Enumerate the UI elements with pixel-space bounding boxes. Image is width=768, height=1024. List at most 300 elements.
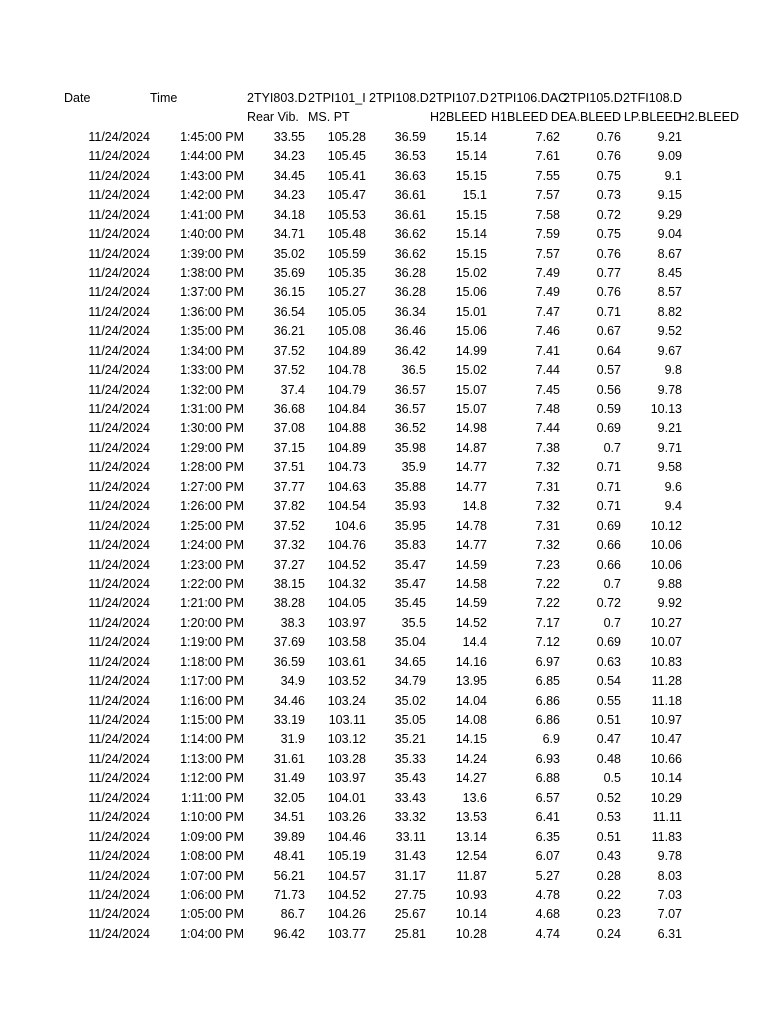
cell-lp-bleed: 0.77 — [596, 265, 621, 280]
cell-lp-bleed: 0.53 — [596, 810, 621, 825]
table-row — [62, 633, 762, 652]
cell-h2-bleed: 9.8 — [664, 363, 682, 378]
cell-h1bleed: 13.95 — [455, 674, 487, 689]
cell-h2bleed: 35.33 — [394, 751, 426, 766]
cell-ms-pt: 105.05 — [327, 304, 366, 319]
cell-dea-bleed: 7.32 — [535, 499, 560, 514]
cell-h2bleed: 31.43 — [394, 849, 426, 864]
cell-h1bleed: 10.93 — [455, 887, 487, 902]
table-row — [62, 361, 762, 380]
cell-lp-bleed: 0.75 — [596, 168, 621, 183]
cell-time: 1:12:00 PM — [180, 771, 244, 786]
cell-h1bleed: 15.06 — [455, 285, 487, 300]
cell-lp-bleed: 0.64 — [596, 343, 621, 358]
cell-h2bleed: 35.21 — [394, 732, 426, 747]
cell-dea-bleed: 7.12 — [535, 635, 560, 650]
cell-dea-bleed: 6.07 — [535, 849, 560, 864]
cell-time: 1:28:00 PM — [180, 460, 244, 475]
cell-time: 1:42:00 PM — [180, 188, 244, 203]
cell-date: 11/24/2024 — [88, 615, 150, 630]
table-row — [62, 808, 762, 827]
cell-lp-bleed: 0.66 — [596, 557, 621, 572]
spreadsheet — [62, 89, 762, 944]
table-row — [62, 342, 762, 361]
cell-date: 11/24/2024 — [88, 557, 150, 572]
cell-time: 1:37:00 PM — [180, 285, 244, 300]
header-2tpi107: 2TPI107.D — [429, 91, 489, 105]
table-row — [62, 400, 762, 419]
cell-time: 1:30:00 PM — [180, 421, 244, 436]
cell-dea-bleed: 7.22 — [535, 576, 560, 591]
cell-h2-bleed: 10.47 — [650, 732, 682, 747]
cell-ms-pt: 105.28 — [327, 129, 366, 144]
cell-h2bleed: 35.88 — [394, 479, 426, 494]
cell-time: 1:15:00 PM — [180, 713, 244, 727]
cell-h2bleed: 36.28 — [394, 285, 426, 300]
cell-lp-bleed: 0.48 — [596, 751, 621, 766]
cell-rear-vib: 31.49 — [273, 771, 305, 786]
cell-h1bleed: 15.07 — [455, 402, 487, 416]
cell-ms-pt: 105.41 — [327, 168, 366, 183]
cell-h2bleed: 36.63 — [394, 168, 426, 183]
cell-date: 11/24/2024 — [88, 518, 150, 533]
cell-lp-bleed: 0.69 — [596, 635, 621, 650]
cell-h1bleed: 14.8 — [462, 499, 487, 514]
cell-date: 11/24/2024 — [88, 576, 150, 591]
cell-rear-vib: 37.27 — [273, 557, 305, 572]
cell-h1bleed: 13.14 — [455, 829, 487, 844]
cell-date: 11/24/2024 — [88, 363, 150, 378]
cell-date: 11/24/2024 — [88, 304, 150, 319]
cell-lp-bleed: 0.76 — [596, 246, 621, 261]
cell-lp-bleed: 0.71 — [596, 479, 621, 494]
cell-rear-vib: 37.51 — [273, 460, 305, 475]
cell-ms-pt: 104.52 — [327, 887, 366, 902]
table-row — [62, 594, 762, 613]
cell-h1bleed: 12.54 — [455, 849, 487, 864]
cell-dea-bleed: 7.32 — [535, 538, 560, 553]
cell-rear-vib: 35.02 — [273, 246, 305, 261]
table-row — [62, 886, 762, 905]
cell-dea-bleed: 6.86 — [535, 713, 560, 727]
cell-h2-bleed: 8.45 — [657, 265, 682, 280]
header-time: Time — [150, 91, 178, 105]
cell-h2-bleed: 9.4 — [664, 499, 682, 514]
cell-dea-bleed: 6.88 — [535, 771, 560, 786]
cell-h1bleed: 14.59 — [455, 596, 487, 611]
cell-lp-bleed: 0.59 — [596, 402, 621, 416]
cell-h2bleed: 33.32 — [394, 810, 426, 825]
cell-ms-pt: 104.78 — [327, 363, 366, 378]
cell-date: 11/24/2024 — [88, 440, 150, 455]
cell-date: 11/24/2024 — [88, 421, 150, 436]
cell-ms-pt: 105.45 — [327, 149, 366, 164]
cell-date: 11/24/2024 — [88, 654, 150, 669]
cell-ms-pt: 103.52 — [327, 674, 366, 689]
cell-time: 1:36:00 PM — [180, 304, 244, 319]
cell-date: 11/24/2024 — [88, 810, 150, 825]
cell-dea-bleed: 6.57 — [535, 790, 560, 805]
cell-h1bleed: 14.08 — [455, 713, 487, 727]
subheader-ms-pt: MS. PT — [308, 110, 350, 125]
cell-date: 11/24/2024 — [88, 849, 150, 864]
cell-time: 1:35:00 PM — [180, 324, 244, 339]
cell-lp-bleed: 0.43 — [596, 849, 621, 864]
cell-h2-bleed: 10.66 — [650, 751, 682, 766]
cell-h2bleed: 35.45 — [394, 596, 426, 611]
cell-rear-vib: 34.71 — [273, 227, 305, 242]
table-row — [62, 225, 762, 244]
cell-dea-bleed: 4.78 — [535, 887, 560, 902]
cell-time: 1:11:00 PM — [180, 790, 244, 805]
cell-date: 11/24/2024 — [88, 324, 150, 339]
subheader-rear-vib: Rear Vib. — [247, 110, 299, 125]
cell-h2bleed: 35.5 — [401, 615, 426, 630]
cell-h1bleed: 14.59 — [455, 557, 487, 572]
cell-dea-bleed: 7.41 — [535, 343, 560, 358]
cell-h2bleed: 34.65 — [394, 654, 426, 669]
cell-time: 1:08:00 PM — [180, 849, 244, 864]
subheader-lp-bleed: LP.BLEED — [623, 110, 682, 125]
cell-dea-bleed: 7.49 — [535, 285, 560, 300]
cell-rear-vib: 34.45 — [273, 168, 305, 183]
cell-lp-bleed: 0.22 — [596, 887, 621, 902]
cell-h2-bleed: 9.71 — [657, 440, 682, 455]
cell-ms-pt: 105.53 — [327, 207, 366, 222]
cell-ms-pt: 104.79 — [327, 382, 366, 397]
table-row — [62, 536, 762, 555]
cell-time: 1:05:00 PM — [180, 907, 244, 922]
table-row — [62, 789, 762, 808]
cell-h1bleed: 14.99 — [455, 343, 487, 358]
cell-time: 1:31:00 PM — [180, 402, 244, 416]
cell-h2-bleed: 10.06 — [650, 538, 682, 553]
cell-ms-pt: 104.32 — [327, 576, 366, 591]
cell-h2bleed: 36.62 — [394, 246, 426, 261]
cell-ms-pt: 105.47 — [327, 188, 366, 203]
cell-h2bleed: 35.43 — [394, 771, 426, 786]
cell-dea-bleed: 7.62 — [535, 129, 560, 144]
subheader-dea-bleed: DEA.BLEED — [550, 110, 621, 125]
cell-time: 1:09:00 PM — [180, 829, 244, 844]
table-row — [62, 283, 762, 302]
cell-h2-bleed: 9.29 — [657, 207, 682, 222]
cell-date: 11/24/2024 — [88, 751, 150, 766]
cell-h2-bleed: 7.03 — [657, 887, 682, 902]
cell-h1bleed: 14.52 — [455, 615, 487, 630]
cell-h2bleed: 35.98 — [394, 440, 426, 455]
cell-date: 11/24/2024 — [88, 499, 150, 514]
subheader-h2-bleed: H2.BLEED — [678, 110, 739, 125]
cell-lp-bleed: 0.56 — [596, 382, 621, 397]
cell-h1bleed: 14.15 — [455, 732, 487, 747]
table-row — [62, 147, 762, 166]
cell-dea-bleed: 7.22 — [535, 596, 560, 611]
cell-h1bleed: 14.78 — [455, 518, 487, 533]
cell-h2bleed: 36.61 — [394, 188, 426, 203]
table-row — [62, 672, 762, 691]
cell-ms-pt: 104.6 — [334, 518, 366, 533]
cell-ms-pt: 103.58 — [327, 635, 366, 650]
cell-dea-bleed: 6.93 — [535, 751, 560, 766]
cell-h1bleed: 14.4 — [462, 635, 487, 650]
cell-h2-bleed: 10.14 — [650, 771, 682, 786]
cell-dea-bleed: 6.41 — [535, 810, 560, 825]
cell-h1bleed: 15.15 — [455, 168, 487, 183]
cell-ms-pt: 105.59 — [327, 246, 366, 261]
cell-dea-bleed: 7.31 — [535, 479, 560, 494]
cell-h2bleed: 36.5 — [401, 363, 426, 378]
cell-time: 1:40:00 PM — [180, 227, 244, 242]
subheader-h1bleed: H1BLEED — [491, 110, 548, 125]
cell-h2bleed: 35.95 — [394, 518, 426, 533]
header-2tfi108: 2TFI108.D — [623, 91, 683, 105]
table-row — [62, 322, 762, 341]
cell-h1bleed: 15.02 — [455, 363, 487, 378]
cell-h1bleed: 14.24 — [455, 751, 487, 766]
table-row — [62, 303, 762, 322]
table-row — [62, 730, 762, 749]
cell-date: 11/24/2024 — [88, 402, 150, 416]
cell-rear-vib: 48.41 — [273, 849, 305, 864]
cell-date: 11/24/2024 — [88, 907, 150, 922]
cell-rear-vib: 56.21 — [273, 868, 305, 883]
cell-time: 1:33:00 PM — [180, 363, 244, 378]
cell-lp-bleed: 0.55 — [596, 693, 621, 708]
cell-h2-bleed: 8.57 — [657, 285, 682, 300]
cell-dea-bleed: 7.23 — [535, 557, 560, 572]
cell-time: 1:39:00 PM — [180, 246, 244, 261]
cell-h2-bleed: 9.67 — [657, 343, 682, 358]
cell-time: 1:29:00 PM — [180, 440, 244, 455]
cell-h2bleed: 33.43 — [394, 790, 426, 805]
cell-ms-pt: 103.77 — [327, 926, 366, 941]
cell-rear-vib: 38.28 — [273, 596, 305, 611]
cell-rear-vib: 37.52 — [273, 518, 305, 533]
cell-rear-vib: 34.51 — [273, 810, 305, 825]
cell-date: 11/24/2024 — [88, 149, 150, 164]
cell-rear-vib: 39.89 — [273, 829, 305, 844]
cell-lp-bleed: 0.71 — [596, 499, 621, 514]
cell-lp-bleed: 0.47 — [596, 732, 621, 747]
cell-h1bleed: 15.15 — [455, 246, 487, 261]
cell-dea-bleed: 7.45 — [535, 382, 560, 397]
cell-time: 1:24:00 PM — [180, 538, 244, 553]
cell-lp-bleed: 0.76 — [596, 149, 621, 164]
cell-h2bleed: 36.59 — [394, 129, 426, 144]
cell-date: 11/24/2024 — [88, 732, 150, 747]
cell-time: 1:07:00 PM — [180, 868, 244, 883]
cell-dea-bleed: 7.48 — [535, 402, 560, 416]
cell-date: 11/24/2024 — [88, 343, 150, 358]
table-row — [62, 517, 762, 536]
cell-time: 1:14:00 PM — [180, 732, 244, 747]
cell-h2-bleed: 9.15 — [657, 188, 682, 203]
cell-date: 11/24/2024 — [88, 168, 150, 183]
cell-lp-bleed: 0.71 — [596, 304, 621, 319]
table-row — [62, 497, 762, 516]
cell-h2-bleed: 8.67 — [657, 246, 682, 261]
cell-h1bleed: 14.04 — [455, 693, 487, 708]
cell-h1bleed: 14.27 — [455, 771, 487, 786]
cell-lp-bleed: 0.66 — [596, 538, 621, 553]
cell-h2-bleed: 9.09 — [657, 149, 682, 164]
cell-h2-bleed: 9.58 — [657, 460, 682, 475]
cell-h2-bleed: 9.21 — [657, 421, 682, 436]
cell-h2-bleed: 10.07 — [650, 635, 682, 650]
table-row — [62, 167, 762, 186]
cell-time: 1:17:00 PM — [180, 674, 244, 689]
cell-h2bleed: 35.04 — [394, 635, 426, 650]
cell-date: 11/24/2024 — [88, 674, 150, 689]
table-row — [62, 264, 762, 283]
cell-dea-bleed: 6.9 — [542, 732, 560, 747]
cell-rear-vib: 35.69 — [273, 265, 305, 280]
cell-h1bleed: 13.53 — [455, 810, 487, 825]
cell-lp-bleed: 0.5 — [603, 771, 621, 786]
cell-dea-bleed: 4.74 — [535, 926, 560, 941]
cell-lp-bleed: 0.63 — [596, 654, 621, 669]
data-rows — [62, 128, 762, 944]
cell-ms-pt: 105.48 — [327, 227, 366, 242]
cell-rear-vib: 34.9 — [280, 674, 305, 689]
cell-rear-vib: 31.61 — [273, 751, 305, 766]
cell-h2-bleed: 9.21 — [657, 129, 682, 144]
cell-rear-vib: 36.54 — [273, 304, 305, 319]
cell-rear-vib: 36.59 — [273, 654, 305, 669]
cell-h2bleed: 36.62 — [394, 227, 426, 242]
cell-h2-bleed: 9.52 — [657, 324, 682, 339]
table-row — [62, 478, 762, 497]
cell-dea-bleed: 7.58 — [535, 207, 560, 222]
cell-h1bleed: 14.87 — [455, 440, 487, 455]
table-row — [62, 614, 762, 633]
cell-time: 1:45:00 PM — [180, 129, 244, 144]
header-2tpi106: 2TPI106.DAC — [490, 91, 568, 105]
table-row — [62, 575, 762, 594]
cell-ms-pt: 103.24 — [327, 693, 366, 708]
cell-ms-pt: 104.05 — [327, 596, 366, 611]
table-row — [62, 439, 762, 458]
cell-rear-vib: 36.21 — [273, 324, 305, 339]
cell-date: 11/24/2024 — [88, 129, 150, 144]
cell-h2-bleed: 10.83 — [650, 654, 682, 669]
cell-lp-bleed: 0.76 — [596, 285, 621, 300]
cell-h1bleed: 15.14 — [455, 227, 487, 242]
table-row — [62, 653, 762, 672]
header-2tpi105: 2TPI105.D — [563, 91, 623, 105]
cell-dea-bleed: 4.68 — [535, 907, 560, 922]
table-row — [62, 458, 762, 477]
table-row — [62, 128, 762, 147]
cell-h1bleed: 10.28 — [455, 926, 487, 941]
cell-h2-bleed: 9.1 — [664, 168, 682, 183]
cell-h2bleed: 34.79 — [394, 674, 426, 689]
cell-rear-vib: 37.69 — [273, 635, 305, 650]
cell-h1bleed: 13.6 — [462, 790, 487, 805]
cell-h2-bleed: 11.83 — [651, 829, 682, 844]
cell-rear-vib: 37.08 — [273, 421, 305, 436]
subheader-row — [62, 108, 762, 127]
cell-h2-bleed: 11.18 — [651, 693, 682, 708]
cell-h2-bleed: 9.92 — [657, 596, 682, 611]
cell-time: 1:25:00 PM — [180, 518, 244, 533]
cell-lp-bleed: 0.24 — [596, 926, 621, 941]
table-row — [62, 769, 762, 788]
cell-h2bleed: 31.17 — [394, 868, 426, 883]
cell-time: 1:34:00 PM — [180, 343, 244, 358]
cell-h1bleed: 15.1 — [462, 188, 487, 203]
cell-date: 11/24/2024 — [88, 693, 150, 708]
cell-rear-vib: 34.46 — [273, 693, 305, 708]
cell-time: 1:41:00 PM — [180, 207, 244, 222]
cell-h2-bleed: 9.78 — [657, 382, 682, 397]
cell-dea-bleed: 6.97 — [535, 654, 560, 669]
cell-ms-pt: 105.27 — [327, 285, 366, 300]
cell-h2bleed: 36.42 — [394, 343, 426, 358]
cell-h2bleed: 35.83 — [394, 538, 426, 553]
cell-ms-pt: 103.12 — [327, 732, 366, 747]
cell-time: 1:43:00 PM — [180, 168, 244, 183]
header-row — [62, 89, 762, 108]
cell-time: 1:22:00 PM — [180, 576, 244, 591]
cell-rear-vib: 37.52 — [273, 343, 305, 358]
cell-date: 11/24/2024 — [88, 227, 150, 242]
table-row — [62, 245, 762, 264]
cell-lp-bleed: 0.51 — [596, 713, 621, 727]
cell-ms-pt: 104.89 — [327, 343, 366, 358]
cell-rear-vib: 96.42 — [273, 926, 305, 941]
cell-rear-vib: 71.73 — [273, 887, 305, 902]
cell-time: 1:26:00 PM — [180, 499, 244, 514]
cell-h2-bleed: 9.88 — [657, 576, 682, 591]
cell-ms-pt: 104.52 — [327, 557, 366, 572]
cell-ms-pt: 104.57 — [327, 868, 366, 883]
cell-lp-bleed: 0.72 — [596, 207, 621, 222]
table-row — [62, 925, 762, 944]
cell-lp-bleed: 0.69 — [596, 421, 621, 436]
cell-ms-pt: 104.88 — [327, 421, 366, 436]
cell-h2-bleed: 9.6 — [664, 479, 682, 494]
cell-dea-bleed: 6.35 — [535, 829, 560, 844]
cell-time: 1:27:00 PM — [180, 479, 244, 494]
cell-dea-bleed: 7.32 — [535, 460, 560, 475]
cell-h2bleed: 36.34 — [394, 304, 426, 319]
cell-h1bleed: 14.77 — [455, 479, 487, 494]
cell-rear-vib: 36.68 — [273, 402, 305, 416]
cell-dea-bleed: 5.27 — [535, 868, 560, 883]
cell-dea-bleed: 7.59 — [535, 227, 560, 242]
cell-dea-bleed: 7.49 — [535, 265, 560, 280]
cell-lp-bleed: 0.73 — [596, 188, 621, 203]
cell-rear-vib: 37.52 — [273, 363, 305, 378]
cell-date: 11/24/2024 — [88, 207, 150, 222]
cell-date: 11/24/2024 — [88, 479, 150, 494]
table-row — [62, 206, 762, 225]
cell-rear-vib: 33.55 — [273, 129, 305, 144]
cell-h2bleed: 36.61 — [394, 207, 426, 222]
cell-ms-pt: 105.19 — [327, 849, 366, 864]
cell-rear-vib: 37.32 — [273, 538, 305, 553]
cell-dea-bleed: 6.86 — [535, 693, 560, 708]
cell-h2-bleed: 10.13 — [650, 402, 682, 416]
cell-date: 11/24/2024 — [88, 829, 150, 844]
header-2tpi108: 2TPI108.D — [369, 91, 429, 105]
cell-time: 1:23:00 PM — [180, 557, 244, 572]
cell-h1bleed: 15.14 — [455, 149, 487, 164]
header-2tyi803: 2TYI803.D — [247, 91, 307, 105]
cell-rear-vib: 33.19 — [273, 713, 305, 727]
